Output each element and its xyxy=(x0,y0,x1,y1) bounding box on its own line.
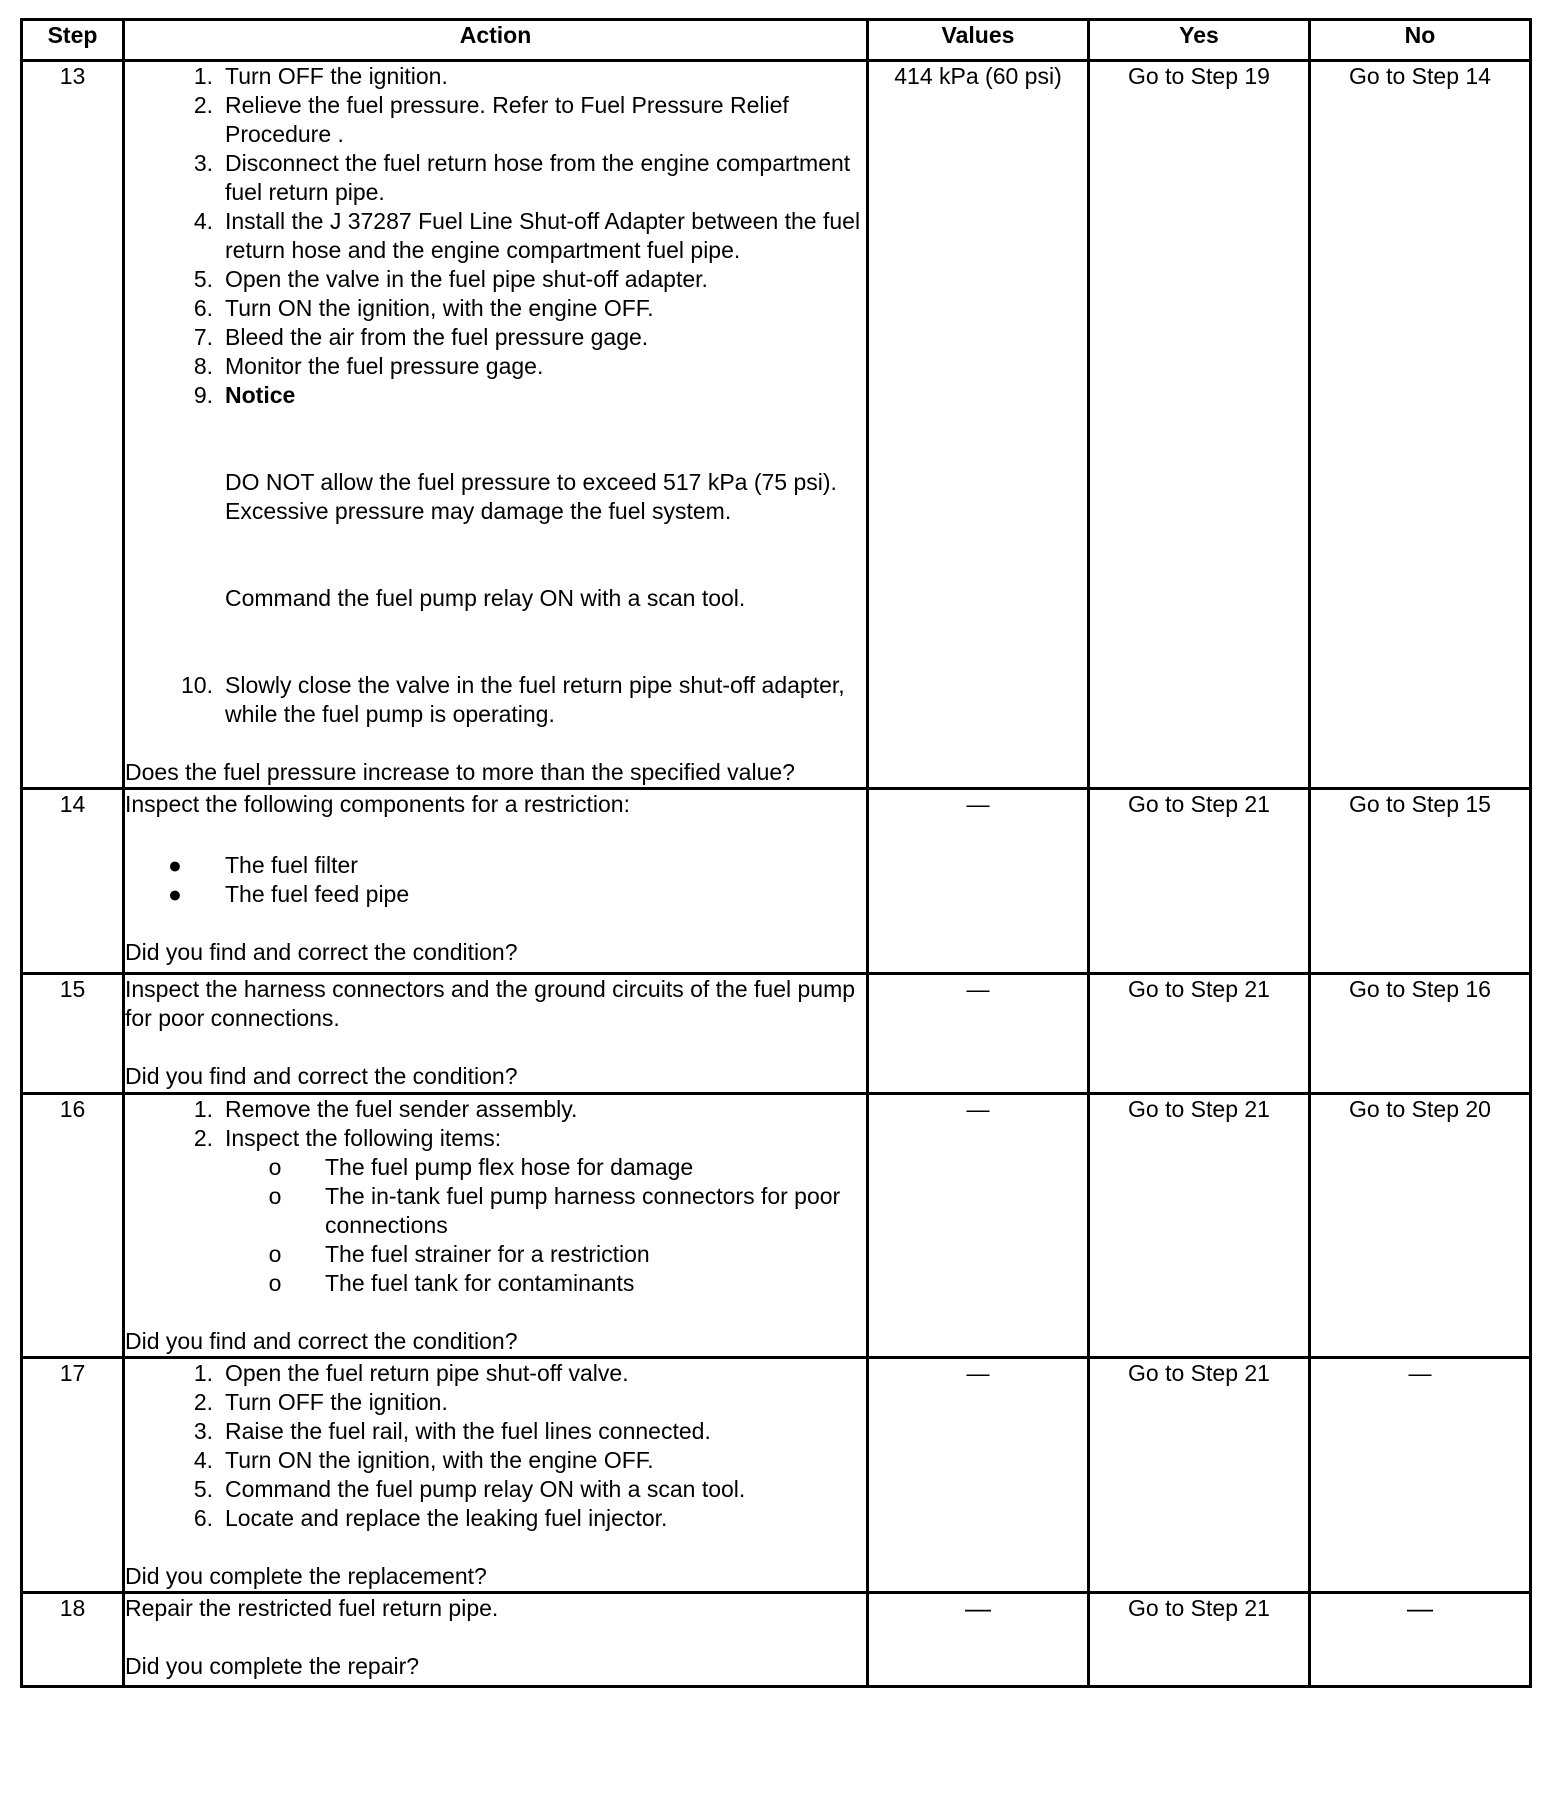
table-row-step-14 xyxy=(22,789,1531,974)
notice-action: Command the fuel pump relay ON with a scan tool. xyxy=(225,585,746,611)
values-cell: — xyxy=(868,974,1089,1094)
sub-list-item: o The fuel strainer for a restriction xyxy=(268,1241,650,1267)
no-link[interactable]: Go to Step 15 xyxy=(1310,789,1531,974)
values-cell: — xyxy=(868,1593,1089,1687)
header-no: No xyxy=(1310,20,1531,61)
list-item: 2. Relieve the fuel pressure. Refer to Fuel Pressure Relief Procedure . xyxy=(193,92,789,147)
step-number: 17 xyxy=(22,1358,124,1593)
step-question: Did you complete the replacement? xyxy=(125,1563,487,1589)
list-item: ● The fuel feed pipe xyxy=(168,881,410,907)
yes-link[interactable]: Go to Step 21 xyxy=(1089,789,1310,974)
step-number: 18 xyxy=(22,1593,124,1687)
notice-text: DO NOT allow the fuel pressure to exceed 517 kPa (75 psi). Excessive pressure may damage the fuel system. xyxy=(225,469,837,524)
list-item: 8. Monitor the fuel pressure gage. xyxy=(193,353,544,379)
yes-link[interactable]: Go to Step 21 xyxy=(1089,1094,1310,1358)
list-item: 3. Disconnect the fuel return hose from the engine compartment fuel return pipe. xyxy=(193,150,851,205)
values-cell: 414 kPa (60 psi) xyxy=(868,61,1089,789)
no-link[interactable]: Go to Step 16 xyxy=(1310,974,1531,1094)
no-link: — xyxy=(1310,1358,1531,1593)
yes-link[interactable]: Go to Step 19 xyxy=(1089,61,1310,789)
step-number: 15 xyxy=(22,974,124,1094)
list-item: 5. Open the valve in the fuel pipe shut-off adapter. xyxy=(193,266,708,292)
header-step: Step xyxy=(22,20,124,61)
list-item: 4. Turn ON the ignition, with the engine OFF. xyxy=(193,1447,654,1473)
header-action: Action xyxy=(124,20,868,61)
list-item: 3. Raise the fuel rail, with the fuel lines connected. xyxy=(193,1418,711,1444)
header-row xyxy=(22,20,1531,61)
list-item: 2. Inspect the following items: xyxy=(193,1125,502,1151)
sub-list-item: o The in-tank fuel pump harness connectors for poor connections xyxy=(268,1183,841,1238)
ordered-list xyxy=(125,1095,866,1153)
step-number: 13 xyxy=(22,61,124,789)
list-item: 2. Turn OFF the ignition. xyxy=(193,1389,448,1415)
yes-link[interactable]: Go to Step 21 xyxy=(1089,1593,1310,1687)
step-question: Did you find and correct the condition? xyxy=(125,939,518,965)
table-row-step-16 xyxy=(22,1094,1531,1358)
action-cell xyxy=(124,1358,868,1593)
table-row-step-13 xyxy=(22,61,1531,789)
step-question: Did you find and correct the condition? xyxy=(125,1063,518,1089)
list-item: ● The fuel filter xyxy=(168,852,358,878)
sub-list-item: o The fuel tank for contaminants xyxy=(268,1270,635,1296)
table-row-step-15 xyxy=(22,974,1531,1094)
action-cell xyxy=(124,1593,868,1687)
action-cell xyxy=(124,789,868,974)
values-cell: — xyxy=(868,1094,1089,1358)
step-question: Does the fuel pressure increase to more than the specified value? xyxy=(125,759,795,785)
list-item: 1. Open the fuel return pipe shut-off valve. xyxy=(193,1360,629,1386)
step-number: 16 xyxy=(22,1094,124,1358)
table-row-step-17 xyxy=(22,1358,1531,1593)
step-question: Did you find and correct the condition? xyxy=(125,1328,518,1354)
list-item: 1. Remove the fuel sender assembly. xyxy=(193,1096,578,1122)
notice-label: Notice xyxy=(225,382,296,408)
header-yes: Yes xyxy=(1089,20,1310,61)
yes-link[interactable]: Go to Step 21 xyxy=(1089,974,1310,1094)
no-link[interactable]: Go to Step 14 xyxy=(1310,61,1531,789)
action-cell xyxy=(124,1094,868,1358)
list-item: 5. Command the fuel pump relay ON with a scan tool. xyxy=(193,1476,746,1502)
header-values: Values xyxy=(868,20,1089,61)
ordered-list xyxy=(125,62,866,729)
step-intro: Inspect the harness connectors and the ground circuits of the fuel pump for poor connections. xyxy=(125,976,856,1031)
list-item: 6. Turn ON the ignition, with the engine OFF. xyxy=(193,295,654,321)
yes-link[interactable]: Go to Step 21 xyxy=(1089,1358,1310,1593)
list-item: 10. Slowly close the valve in the fuel return pipe shut-off adapter, while the fuel pump is operating. xyxy=(181,672,845,727)
values-cell: — xyxy=(868,789,1089,974)
values-cell: — xyxy=(868,1358,1089,1593)
no-link: — xyxy=(1310,1593,1531,1687)
list-item: 6. Locate and replace the leaking fuel injector. xyxy=(193,1505,668,1531)
no-link[interactable]: Go to Step 20 xyxy=(1310,1094,1531,1358)
diagnostic-table xyxy=(20,18,1532,1688)
table-row-step-18 xyxy=(22,1593,1531,1687)
step-intro: Inspect the following components for a restriction: xyxy=(125,791,630,817)
sub-list xyxy=(125,1153,866,1298)
ordered-list xyxy=(125,1359,866,1533)
list-item: 7. Bleed the air from the fuel pressure gage. xyxy=(193,324,649,350)
action-cell xyxy=(124,974,868,1094)
list-item: 9. Notice DO NOT allow the fuel pressure to exceed 517 kPa (75 psi). Excessive pressure may damage the fuel system. Command the fuel pump relay ON with a scan tool. xyxy=(125,381,866,671)
list-item: 4. Install the J 37287 Fuel Line Shut-off Adapter between the fuel return hose and the engine compartment fuel pipe. xyxy=(193,208,861,263)
step-number: 14 xyxy=(22,789,124,974)
list-item: 1. Turn OFF the ignition. xyxy=(193,63,448,89)
bullet-list xyxy=(125,851,866,909)
step-intro: Repair the restricted fuel return pipe. xyxy=(125,1595,499,1621)
sub-list-item: o The fuel pump flex hose for damage xyxy=(268,1154,694,1180)
step-question: Did you complete the repair? xyxy=(125,1653,420,1679)
action-cell xyxy=(124,61,868,789)
